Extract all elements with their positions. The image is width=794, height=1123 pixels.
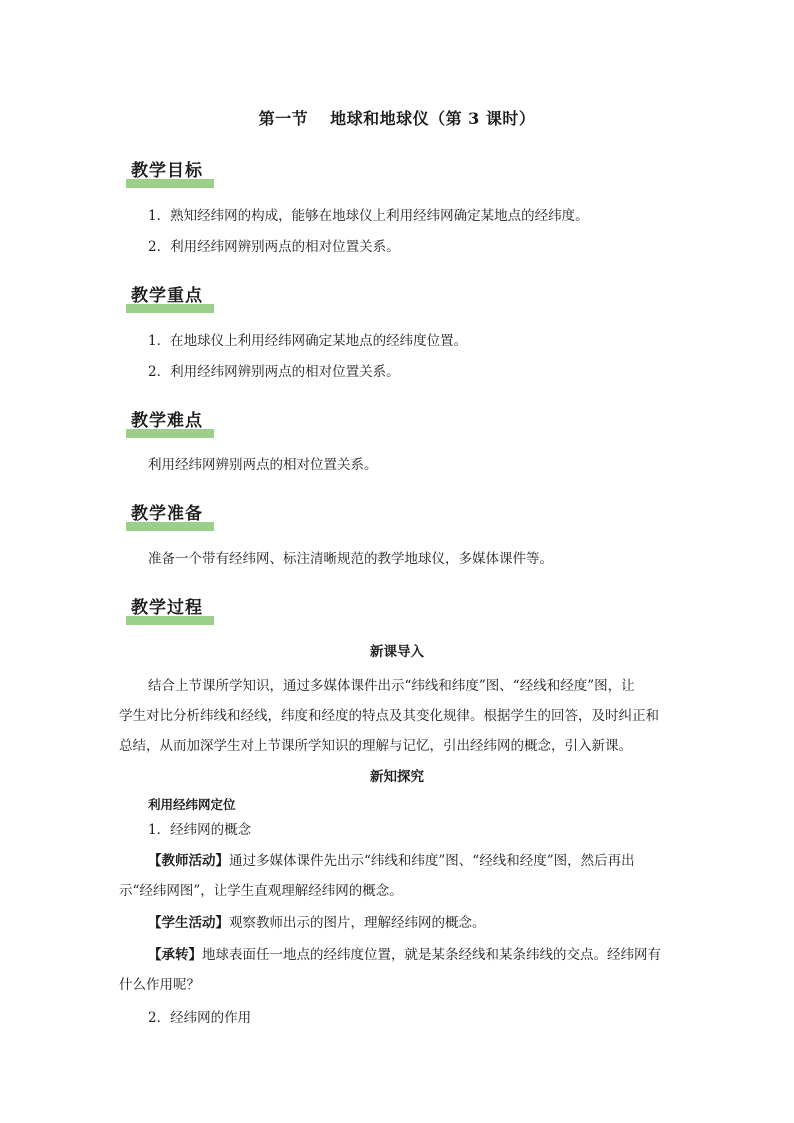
student-activity-tag: 【学生活动】 (148, 915, 229, 931)
list-item-concept: 1．经纬网的概念 (148, 822, 252, 838)
difficulty-text: 利用经纬网辨别两点的相对位置关系。 (148, 457, 378, 473)
teacher-activity-tag: 【教师活动】 (148, 853, 229, 869)
student-activity-line: 【学生活动】观察教师出示的图片，理解经纬网的概念。 (148, 915, 486, 931)
transition-tag: 【承转】 (148, 947, 202, 963)
intro-line-1: 结合上节课所学知识，通过多媒体课件出示“纬线和纬度”图、“经线和经度”图，让 (148, 678, 635, 694)
subheading-intro: 新课导入 (370, 644, 424, 660)
section-heading-difficulties: 教学难点 (126, 410, 203, 438)
list-item-function: 2．经纬网的作用 (148, 1010, 252, 1026)
section-heading-preparation: 教学准备 (126, 503, 203, 531)
transition-line-1: 【承转】地球表面任一地点的经纬度位置，就是某条经线和某条纬线的交点。经纬网有 (148, 947, 661, 963)
section-heading-goals: 教学目标 (126, 160, 203, 188)
goal-item-2: 2．利用经纬网辨别两点的相对位置关系。 (148, 239, 400, 255)
goal-item-1: 1．熟知经纬网的构成，能够在地球仪上利用经纬网确定某地点的经纬度。 (148, 208, 589, 224)
key-point-item-1: 1．在地球仪上利用经纬网确定某地点的经纬度位置。 (148, 333, 468, 349)
page-title (0, 106, 794, 129)
teacher-activity-line-2: 示“经纬网图”，让学生直观理解经纬网的概念。 (119, 883, 403, 899)
section-heading-key-points: 教学重点 (126, 285, 203, 313)
title-section-number: 第一节 (258, 109, 309, 128)
preparation-text: 准备一个带有经纬网、标注清晰规范的教学地球仪，多媒体课件等。 (148, 551, 553, 567)
transition-line-2: 什么作用呢？ (119, 977, 200, 993)
intro-line-3: 总结，从而加深学生对上节课所学知识的理解与记忆，引出经纬网的概念，引入新课。 (119, 738, 632, 754)
teacher-activity-line-1: 【教师活动】通过多媒体课件先出示“纬线和纬度”图、“经线和经度”图，然后再出 (148, 853, 635, 869)
intro-line-2: 学生对比分析纬线和经线，纬度和经度的特点及其变化规律。根据学生的回答，及时纠正和 (119, 708, 659, 724)
section-heading-process: 教学过程 (126, 597, 203, 625)
key-point-item-2: 2．利用经纬网辨别两点的相对位置关系。 (148, 364, 400, 380)
topic-heading: 利用经纬网定位 (148, 797, 236, 812)
title-lesson-name: 地球和地球仪（第 3 课时） (330, 109, 536, 128)
subheading-explore: 新知探究 (370, 769, 424, 785)
